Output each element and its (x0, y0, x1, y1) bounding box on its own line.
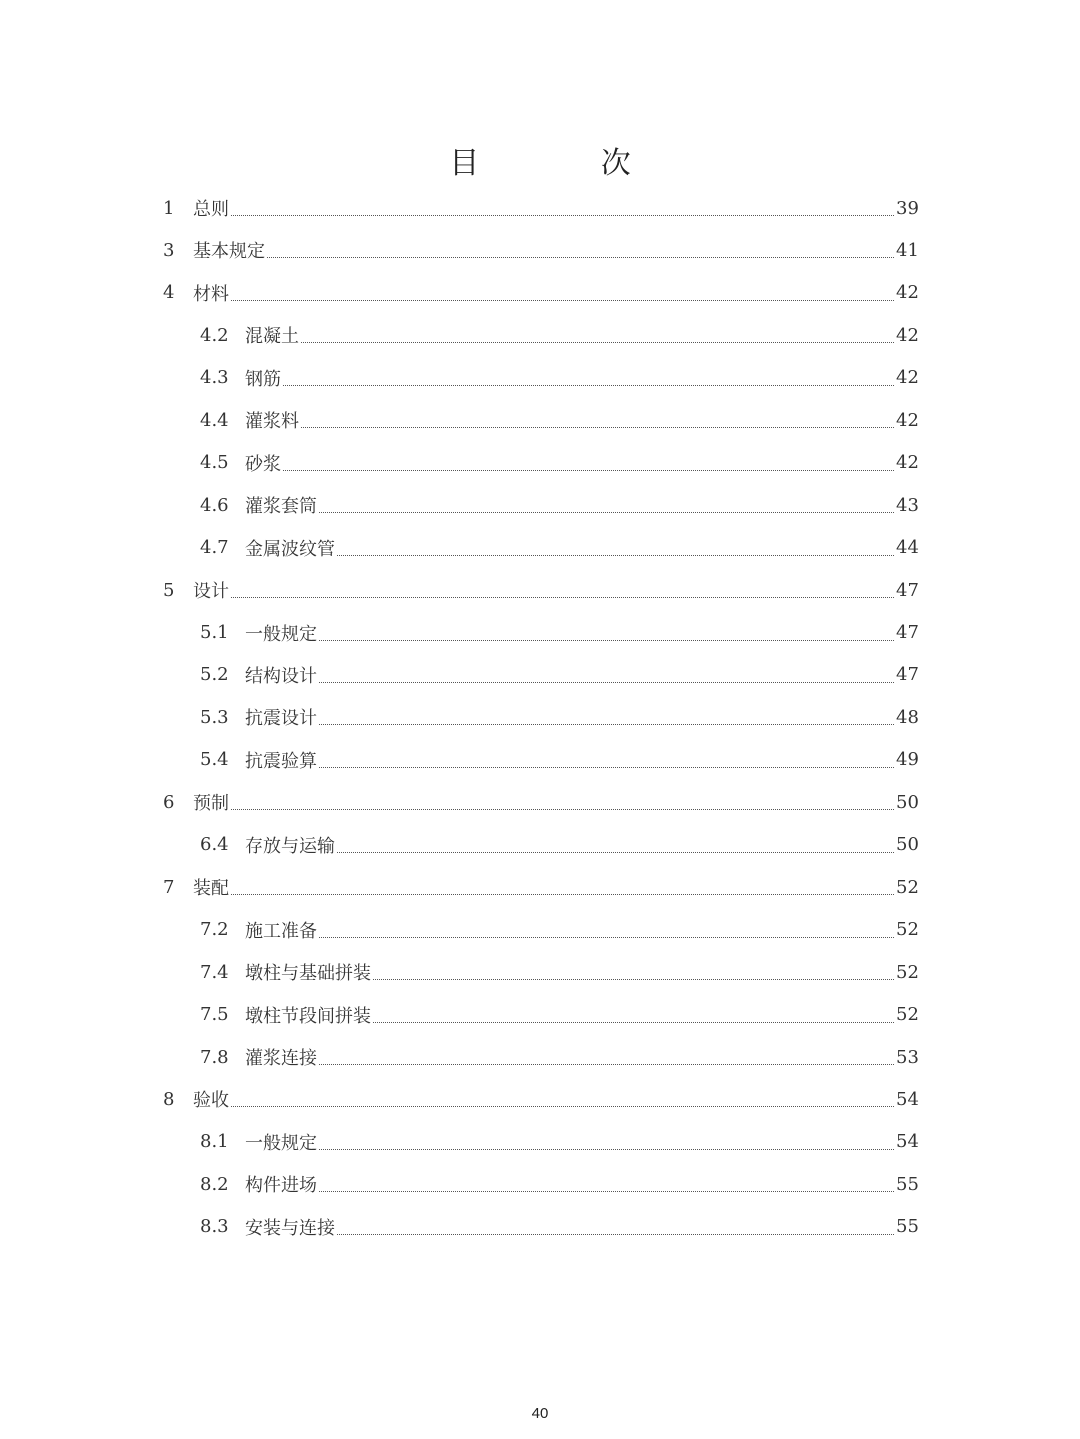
toc-entry-number: 8.1 (200, 1131, 229, 1153)
toc-dot-leader (283, 469, 894, 471)
toc-dot-leader (319, 511, 894, 513)
toc-entry[interactable] (0, 1078, 1080, 1120)
toc-entry-number: 6.4 (200, 834, 229, 856)
toc-entry[interactable] (0, 272, 1080, 314)
toc-entry-number: 8.3 (200, 1216, 229, 1238)
toc-entry[interactable] (0, 229, 1080, 271)
toc-entry-page: 50 (896, 791, 919, 813)
page-title: 目 次 (449, 146, 687, 181)
toc-entry-page: 48 (896, 706, 919, 728)
toc-dot-leader (231, 893, 894, 895)
toc-entry[interactable] (0, 909, 1080, 951)
toc-entry-number: 7.2 (200, 919, 229, 941)
toc-entry-page: 50 (896, 834, 919, 856)
toc-entry[interactable] (0, 569, 1080, 611)
toc-entry-label: 结构设计 (245, 665, 317, 687)
toc-entry-page: 49 (896, 749, 919, 771)
toc-entry[interactable] (0, 442, 1080, 484)
toc-entry-label: 一般规定 (245, 1132, 317, 1154)
toc-entry-label: 验收 (193, 1090, 229, 1112)
toc-entry-label: 灌浆连接 (245, 1048, 317, 1069)
toc-entry[interactable] (0, 951, 1080, 993)
toc-entry-number: 5.3 (200, 706, 229, 728)
toc-entry-page: 42 (896, 409, 919, 431)
toc-entry-page: 43 (896, 494, 919, 516)
toc-entry-number: 4.2 (200, 324, 229, 346)
toc-dot-leader (337, 554, 894, 556)
toc-entry-number: 6 (163, 791, 175, 813)
toc-entry[interactable] (0, 994, 1080, 1036)
toc-dot-leader (231, 299, 894, 301)
toc-entry-label: 灌浆套筒 (245, 496, 317, 518)
toc-entry[interactable] (0, 187, 1080, 229)
toc-entry-label: 金属波纹管 (245, 538, 335, 560)
toc-dot-leader (319, 1063, 894, 1065)
toc-entry-page: 54 (896, 1088, 919, 1110)
toc-entry-page: 52 (896, 1004, 919, 1026)
toc-entry-label: 抗震验算 (245, 750, 317, 772)
toc-entry-page: 42 (896, 452, 919, 474)
toc-entry-page: 41 (896, 239, 919, 261)
toc-entry[interactable] (0, 696, 1080, 738)
toc-dot-leader (319, 639, 894, 641)
toc-dot-leader (319, 766, 894, 768)
toc-entry[interactable] (0, 824, 1080, 866)
toc-dot-leader (319, 723, 894, 725)
toc-dot-leader (301, 426, 894, 428)
toc-entry-number: 4.7 (200, 537, 229, 559)
toc-dot-leader (319, 936, 894, 938)
toc-entry-label: 总则 (193, 199, 229, 220)
toc-entry-label: 存放与运输 (245, 835, 335, 857)
toc-entry-page: 47 (896, 622, 919, 643)
toc-entry-label: 构件进场 (245, 1175, 317, 1197)
toc-dot-leader (231, 596, 894, 598)
toc-entry-label: 安装与连接 (245, 1217, 335, 1239)
toc-dot-leader (373, 1021, 894, 1023)
toc-entry-number: 7.8 (200, 1046, 229, 1068)
toc-entry-page: 44 (896, 537, 919, 559)
toc-entry-number: 7.4 (200, 961, 229, 983)
toc-dot-leader (231, 214, 894, 216)
toc-entry-page: 42 (896, 367, 919, 389)
toc-dot-leader (319, 681, 894, 683)
toc-entry-label: 装配 (193, 878, 229, 900)
toc-entry-page: 39 (896, 197, 919, 219)
toc-entry-label: 钢筋 (245, 368, 281, 390)
toc-entry-page: 47 (896, 579, 919, 601)
toc-entry-number: 4.5 (200, 452, 229, 474)
toc-entry[interactable] (0, 527, 1080, 569)
toc-entry-number: 7.5 (200, 1004, 229, 1026)
toc-entry-page: 55 (896, 1216, 919, 1238)
toc-entry-label: 设计 (193, 581, 229, 603)
toc-dot-leader (337, 1233, 894, 1235)
toc-entry-page: 55 (896, 1173, 919, 1195)
toc-entry[interactable] (0, 739, 1080, 781)
toc-entry-number: 8.2 (200, 1173, 229, 1195)
toc-dot-leader (267, 256, 894, 258)
toc-entry-label: 基本规定 (193, 241, 265, 263)
toc-entry[interactable] (0, 1121, 1080, 1163)
toc-entry[interactable] (0, 654, 1080, 696)
toc-dot-leader (283, 384, 894, 386)
toc-entry-number: 7 (163, 876, 175, 898)
toc-entry[interactable] (0, 484, 1080, 526)
toc-entry-page: 42 (896, 324, 919, 346)
toc-entry[interactable] (0, 357, 1080, 399)
toc-entry-number: 4 (163, 282, 175, 304)
toc-entry-number: 5.4 (200, 749, 229, 771)
toc-entry-label: 墩柱节段间拼装 (245, 1005, 371, 1027)
toc-entry-page: 52 (896, 876, 919, 898)
toc-entry-page: 52 (896, 919, 919, 941)
toc-entry-label: 预制 (193, 793, 229, 815)
toc-entry-number: 5 (163, 579, 175, 601)
toc-dot-leader (231, 808, 894, 810)
toc-entry[interactable] (0, 781, 1080, 823)
toc-entry-page: 52 (896, 961, 919, 983)
toc-entry-label: 抗震设计 (245, 708, 317, 730)
toc-dot-leader (373, 978, 894, 980)
toc-dot-leader (231, 1105, 894, 1107)
toc-entry-number: 4.6 (200, 494, 229, 516)
toc-dot-leader (337, 851, 894, 853)
toc-entry-number: 4.4 (200, 409, 229, 431)
toc-entry-label: 一般规定 (245, 623, 317, 645)
toc-entry-page: 42 (896, 282, 919, 304)
toc-entry-number: 5.1 (200, 622, 229, 643)
toc-entry-label: 混凝土 (245, 326, 299, 348)
page-number: 40 (531, 1405, 549, 1422)
toc-entry-page: 53 (896, 1046, 919, 1068)
toc-entry-label: 灌浆料 (245, 411, 299, 433)
toc-entry[interactable] (0, 612, 1080, 654)
toc-entry-number: 8 (163, 1088, 175, 1110)
toc-entry-number: 1 (163, 197, 175, 219)
toc-entry-label: 材料 (193, 283, 229, 305)
toc-entry[interactable] (0, 314, 1080, 356)
toc-entry-label: 墩柱与基础拼装 (245, 963, 371, 985)
toc-entry-number: 5.2 (200, 664, 229, 686)
toc-entry-label: 施工准备 (245, 920, 317, 942)
toc-entry[interactable] (0, 1163, 1080, 1205)
toc-dot-leader (301, 341, 894, 343)
toc-entry-page: 47 (896, 664, 919, 686)
toc-entry[interactable] (0, 1036, 1080, 1078)
toc-entry-number: 4.3 (200, 367, 229, 389)
toc-dot-leader (319, 1190, 894, 1192)
toc-entry-label: 砂浆 (245, 453, 281, 475)
toc-entry[interactable] (0, 1206, 1080, 1248)
toc-entry[interactable] (0, 399, 1080, 441)
toc-entry[interactable] (0, 866, 1080, 908)
toc-entry-number: 3 (163, 239, 175, 261)
toc-dot-leader (319, 1148, 894, 1150)
toc-entry-page: 54 (896, 1131, 919, 1153)
